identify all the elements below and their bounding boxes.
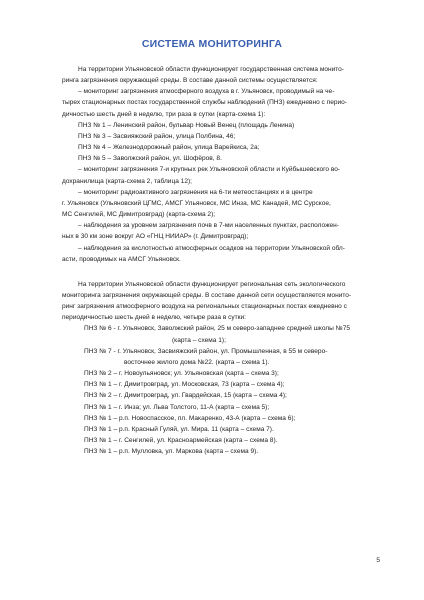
document-body	[62, 64, 380, 457]
post-item: восточнее жилого дома №22. (карта – схема 1).	[124, 358, 270, 366]
post-item: ПНЗ № 1 – г. Димитровград, ул. Московская, 73 (карта – схема 4);	[84, 381, 285, 389]
paragraph-line: ринга загрязнения окружающей среды. В составе данной системы осуществляется:	[62, 77, 318, 85]
list-item-line: дохранилища (карта-схема 2, таблица 12);	[62, 177, 192, 185]
list-item-line: – наблюдения за кислотностью атмосферных осадков на территории Ульяновской обл-	[78, 244, 345, 252]
post-item: ПНЗ № 2 – г. Новоульяновск; ул. Ульяновская (карта – схема 3);	[84, 370, 279, 378]
section-state-monitoring	[62, 64, 380, 265]
list-item-line: тырех стационарных постах государственной службы наблюдений (ПНЗ) ежедневно с перио-	[62, 99, 347, 107]
post-item: ПНЗ № 1 – Ленинский район, бульвар Новый Венец (площадь Ленина)	[78, 121, 295, 129]
list-item-line: – мониторинг загрязнения 7-и крупных рек Ульяновской области и Куйбышевского во-	[78, 166, 341, 174]
post-item: ПНЗ № 1 – р.п. Мулловка, ул. Маркова (карта – схема 9).	[84, 448, 259, 456]
post-item: ПНЗ № 4 – Железнодорожный район, улица Варейкиса, 2а;	[78, 144, 260, 152]
paragraph-line: На территории Ульяновской области функционирует региональная сеть экологического	[78, 280, 346, 288]
post-item: ПНЗ № 3 – Засвияжский район, улица Полбина, 46;	[78, 132, 236, 140]
post-item: ПНЗ № 5 – Заволжский район, ул. Шофёров, 8.	[78, 155, 222, 163]
list-item-line: дичностью шесть дней в неделю, три раза в сутки (карта-схема 1):	[62, 110, 266, 118]
list-item-line: – мониторинг загрязнения атмосферного воздуха в г. Ульяновск, проводимый на че-	[78, 88, 335, 96]
list-item-line: ных в 30 км зоне вокруг АО «ГНЦ НИИАР» (г. Димитровград);	[62, 233, 249, 241]
post-item: ПНЗ № 6 - г. Ульяновск, Заволжский район, 25 м северо-западнее средней школы №75	[84, 325, 350, 333]
paragraph-line: мониторинга загрязнения окружающей среды. В составе данной сети осуществляется монито-	[62, 291, 352, 299]
paragraph-line: ринг загрязнения атмосферного воздуха на региональных стационарных постах ежедневно с	[62, 303, 347, 311]
list-item-line: – наблюдения за уровнем загрязнения почв в 7-ми населенных пунктах, расположен-	[78, 222, 339, 230]
post-item: ПНЗ № 7 - г. Ульяновск, Засвияжский район, ул. Промышленная, в 55 м северо-	[84, 347, 328, 355]
post-item: ПНЗ № 2 – г. Димитровград, ул. Гвардейская, 15 (карта – схема 4);	[84, 392, 287, 400]
page-title: СИСТЕМА МОНИТОРИНГА	[141, 38, 283, 50]
post-item: ПНЗ № 1 – р.п. Красный Гуляй, ул. Мира. 11 (карта – схема 7).	[84, 425, 274, 433]
list-item-line: – мониторинг радиоактивного загрязнения на 6-ти метеостанциях и в центре	[78, 188, 313, 196]
page-number: 5	[376, 557, 380, 564]
section-regional-network	[62, 279, 380, 458]
post-item: ПНЗ № 1 – г. Инза; ул. Льва Толстого, 11-А (карта – схема 5);	[84, 403, 270, 411]
post-item: (карта – схема 1);	[172, 336, 226, 344]
post-item: ПНЗ № 1 – г. Сенгилей, ул. Красноармейская (карта – схема 8).	[84, 437, 278, 444]
list-item-line: МС Сенгилей, МС Димитровград) (карта-схема 2);	[62, 211, 216, 219]
paragraph-line: периодичностью шесть дней в неделю, четыре раза в сутки:	[62, 314, 246, 322]
post-item: ПНЗ № 1 – р.п. Новоспасское, пл. Макаренко, 43-А (карта – схема 6);	[84, 414, 296, 422]
paragraph-line: На территории Ульяновской области функционирует государственная система монито-	[78, 66, 344, 73]
list-item-line: г. Ульяновск (Ульяновский ЦГМС, АМСГ Ульяновск, МС Инза, МС Канадей, МС Сурское,	[62, 199, 331, 207]
list-item-line: асти, проводимых на АМСГ Ульяновск.	[62, 255, 181, 263]
